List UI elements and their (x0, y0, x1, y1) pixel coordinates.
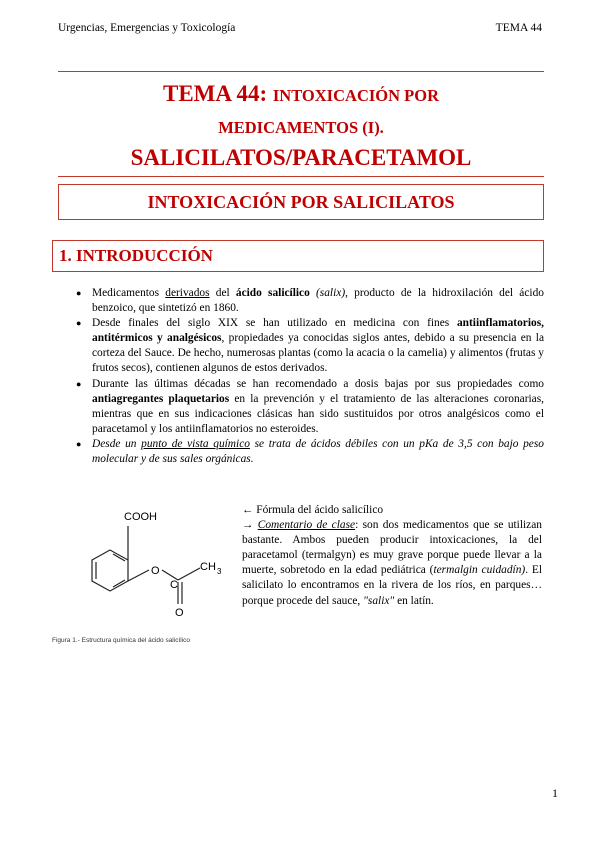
benzene-ring (92, 550, 128, 591)
running-header-right: TEMA 44 (495, 22, 542, 34)
side-notes (242, 503, 542, 609)
chemical-structure-figure (52, 498, 230, 648)
intro-bullet-list (72, 286, 544, 467)
title-top-rule (58, 71, 544, 72)
bullet-icon: ● (76, 438, 82, 449)
salicylic-acid-structure-diagram (52, 498, 230, 638)
bond-to-oxygen (128, 570, 149, 581)
list-item: ● Durante las últimas décadas se han recomendado a dosis bajas por sus propiedades como antiagregantes plaquetarios en la prevención y el tratamiento de las alteraciones coronarias, mientras que en sus indicaciones clásicas han sido sustituidos por otros analgésicos como el paracetamol y los antiinflamatorios no esteroides. (76, 377, 544, 435)
carbonyl-oxygen-label: O (175, 607, 184, 619)
bullet-icon: ● (76, 288, 82, 298)
page-title-line2: MEDICAMENTOS (I). (218, 118, 384, 137)
running-header-left: Urgencias, Emergencias y Toxicología (58, 22, 236, 34)
oxygen-label: O (151, 565, 160, 577)
figure-caption: Figura 1.- Estructura química del ácido salicílico (52, 637, 191, 644)
bullet-icon: ● (76, 378, 82, 389)
section-heading: 1. INTRODUCCIÓN (52, 240, 544, 272)
list-item: ● Desde un punto de vista químico se trata de ácidos débiles con un pKa de 3,5 con bajo peso molecular y de sus sales orgánicas. (76, 437, 544, 466)
title-bottom-rule (58, 176, 544, 177)
bullet-icon: ● (76, 318, 82, 329)
methyl-subscript: 3 (217, 567, 222, 576)
formula-note: ← Fórmula del ácido salicílico (242, 504, 384, 516)
list-item: ● Medicamentos derivados del ácido salicílico (salix), producto de la hidroxilación del ácido benzoico, que sintetizó en 1860. (76, 287, 544, 315)
page-title-line1 (58, 80, 544, 110)
list-item: ● Desde finales del siglo XIX se han utilizado en medicina con fines antiinflamatorios, antitérmicos y analgésicos, propiedades ya conocidas siglos antes, debido a su presencia en la corteza del Sauce. De hecho, numerosas plantas (como la acacia o la camelia) y alimentos (frutas y frutos secos), contienen algunos de estos derivados. (76, 317, 544, 375)
tema-label: TEMA 44: (163, 81, 273, 106)
title-line1-rest: INTOXICACIÓN POR (272, 86, 439, 105)
methyl-label: CH (200, 561, 216, 573)
page-number: 1 (552, 786, 558, 800)
carbon-label: C (170, 579, 178, 591)
class-comment: → Comentario de clase: son dos medicamentos que se utilizan bastante. Ambos pueden producir intoxicaciones, la del paracetamol (termalgyn) es muy grave porque puede llevar a la muerte, sobretodo en la edad pediátrica (termalgin cuidadín). El salicilato lo encontramos en la rivera de los ríos, en parques… porque procede del sauce, "salix" en latín. (242, 519, 542, 607)
page-title-line3: SALICILATOS/PARACETAMOL (130, 145, 472, 170)
section-box-title: INTOXICACIÓN POR SALICILATOS (58, 184, 544, 220)
cooh-label: COOH (124, 511, 157, 523)
